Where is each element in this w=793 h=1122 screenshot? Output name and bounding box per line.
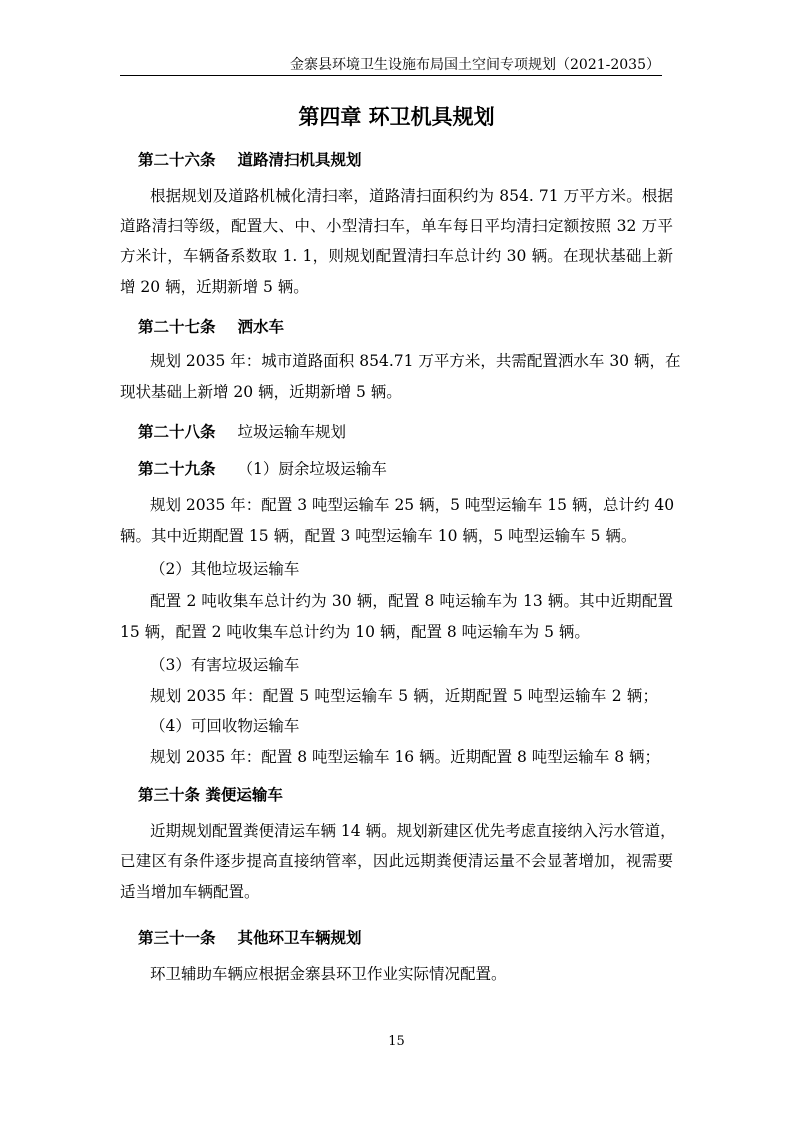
article-29-heading bbox=[138, 458, 387, 480]
article-31-line-1: 环卫辅助车辆应根据金寨县环卫作业实际情况配置。 bbox=[150, 965, 507, 983]
article-31-number: 第三十一条 bbox=[138, 929, 216, 947]
article-29-sub-4-line-1: 规划 2035 年：配置 8 吨型运输车 16 辆。近期配置 8 吨型运输车 8 辆； bbox=[150, 748, 661, 766]
article-27-line-2: 现状基础上新增 20 辆，近期新增 5 辆。 bbox=[120, 383, 402, 401]
article-29-number: 第二十九条 bbox=[138, 460, 216, 478]
article-27-line-1: 规划 2035 年：城市道路面积 854.71 万平方米，共需配置洒水车 30 辆，在 bbox=[150, 352, 681, 370]
article-29-sub-1-line-2: 辆。其中近期配置 15 辆，配置 3 吨型运输车 10 辆，5 吨型运输车 5 辆。 bbox=[120, 527, 637, 545]
article-31-heading bbox=[138, 927, 362, 949]
article-30-line-1: 近期规划配置粪便清运车辆 14 辆。规划新建区优先考虑直接纳入污水管道， bbox=[150, 822, 676, 840]
article-27-heading bbox=[138, 316, 284, 338]
article-30-title: 粪便运输车 bbox=[205, 786, 283, 804]
page-number: 15 bbox=[388, 1034, 405, 1049]
article-27-title: 洒水车 bbox=[237, 318, 285, 336]
article-29-sub-2: （2）其他垃圾运输车 bbox=[150, 560, 300, 578]
article-29-sub-1-line-1: 规划 2035 年：配置 3 吨型运输车 25 辆，5 吨型运输车 15 辆，总计约 40 bbox=[150, 496, 675, 514]
article-29-sub-3: （3）有害垃圾运输车 bbox=[150, 656, 300, 674]
header-rule bbox=[120, 75, 662, 76]
article-26-line-2: 道路清扫等级，配置大、中、小型清扫车，单车每日平均清扫定额按照 32 万平 bbox=[120, 217, 673, 235]
article-29-sub-2-line-2: 15 辆，配置 2 吨收集车总计约为 10 辆，配置 8 吨运输车为 5 辆。 bbox=[120, 623, 590, 641]
running-header: 金寨县环境卫生设施布局国土空间专项规划（2021-2035） bbox=[290, 57, 660, 73]
article-26-heading bbox=[138, 149, 362, 171]
article-26-line-1: 根据规划及道路机械化清扫率，道路清扫面积约为 854. 71 万平方米。根据 bbox=[150, 187, 673, 205]
article-30-line-3: 适当增加车辆配置。 bbox=[120, 883, 260, 901]
article-31-title: 其他环卫车辆规划 bbox=[237, 929, 362, 947]
article-27-number: 第二十七条 bbox=[138, 318, 216, 336]
article-28-heading bbox=[138, 421, 346, 443]
article-29-sub-2-line-1: 配置 2 吨收集车总计约为 30 辆，配置 8 吨运输车为 13 辆。其中近期配置 bbox=[150, 592, 673, 610]
article-29-sub-1: （1）厨余垃圾运输车 bbox=[237, 460, 387, 478]
article-26-number: 第二十六条 bbox=[138, 151, 216, 169]
article-28-number: 第二十八条 bbox=[138, 423, 216, 441]
article-29-sub-3-line-1: 规划 2035 年：配置 5 吨型运输车 5 辆，近期配置 5 吨型运输车 2 辆； bbox=[150, 687, 658, 705]
article-30-heading bbox=[138, 784, 283, 806]
article-28-title: 垃圾运输车规划 bbox=[237, 423, 347, 441]
article-30-number: 第三十条 bbox=[138, 786, 201, 804]
article-30-line-2: 已建区有条件逐步提高直接纳管率，因此远期粪便清运量不会显著增加，视需要 bbox=[120, 852, 673, 870]
article-26-title: 道路清扫机具规划 bbox=[237, 151, 362, 169]
article-26-line-4: 增 20 辆，近期新增 5 辆。 bbox=[120, 278, 309, 296]
article-26-line-3: 方米计，车辆备系数取 1. 1，则规划配置清扫车总计约 30 辆。在现状基础上新 bbox=[120, 247, 673, 265]
chapter-title: 第四章 环卫机具规划 bbox=[298, 105, 495, 129]
article-29-sub-4: （4）可回收物运输车 bbox=[150, 717, 300, 735]
